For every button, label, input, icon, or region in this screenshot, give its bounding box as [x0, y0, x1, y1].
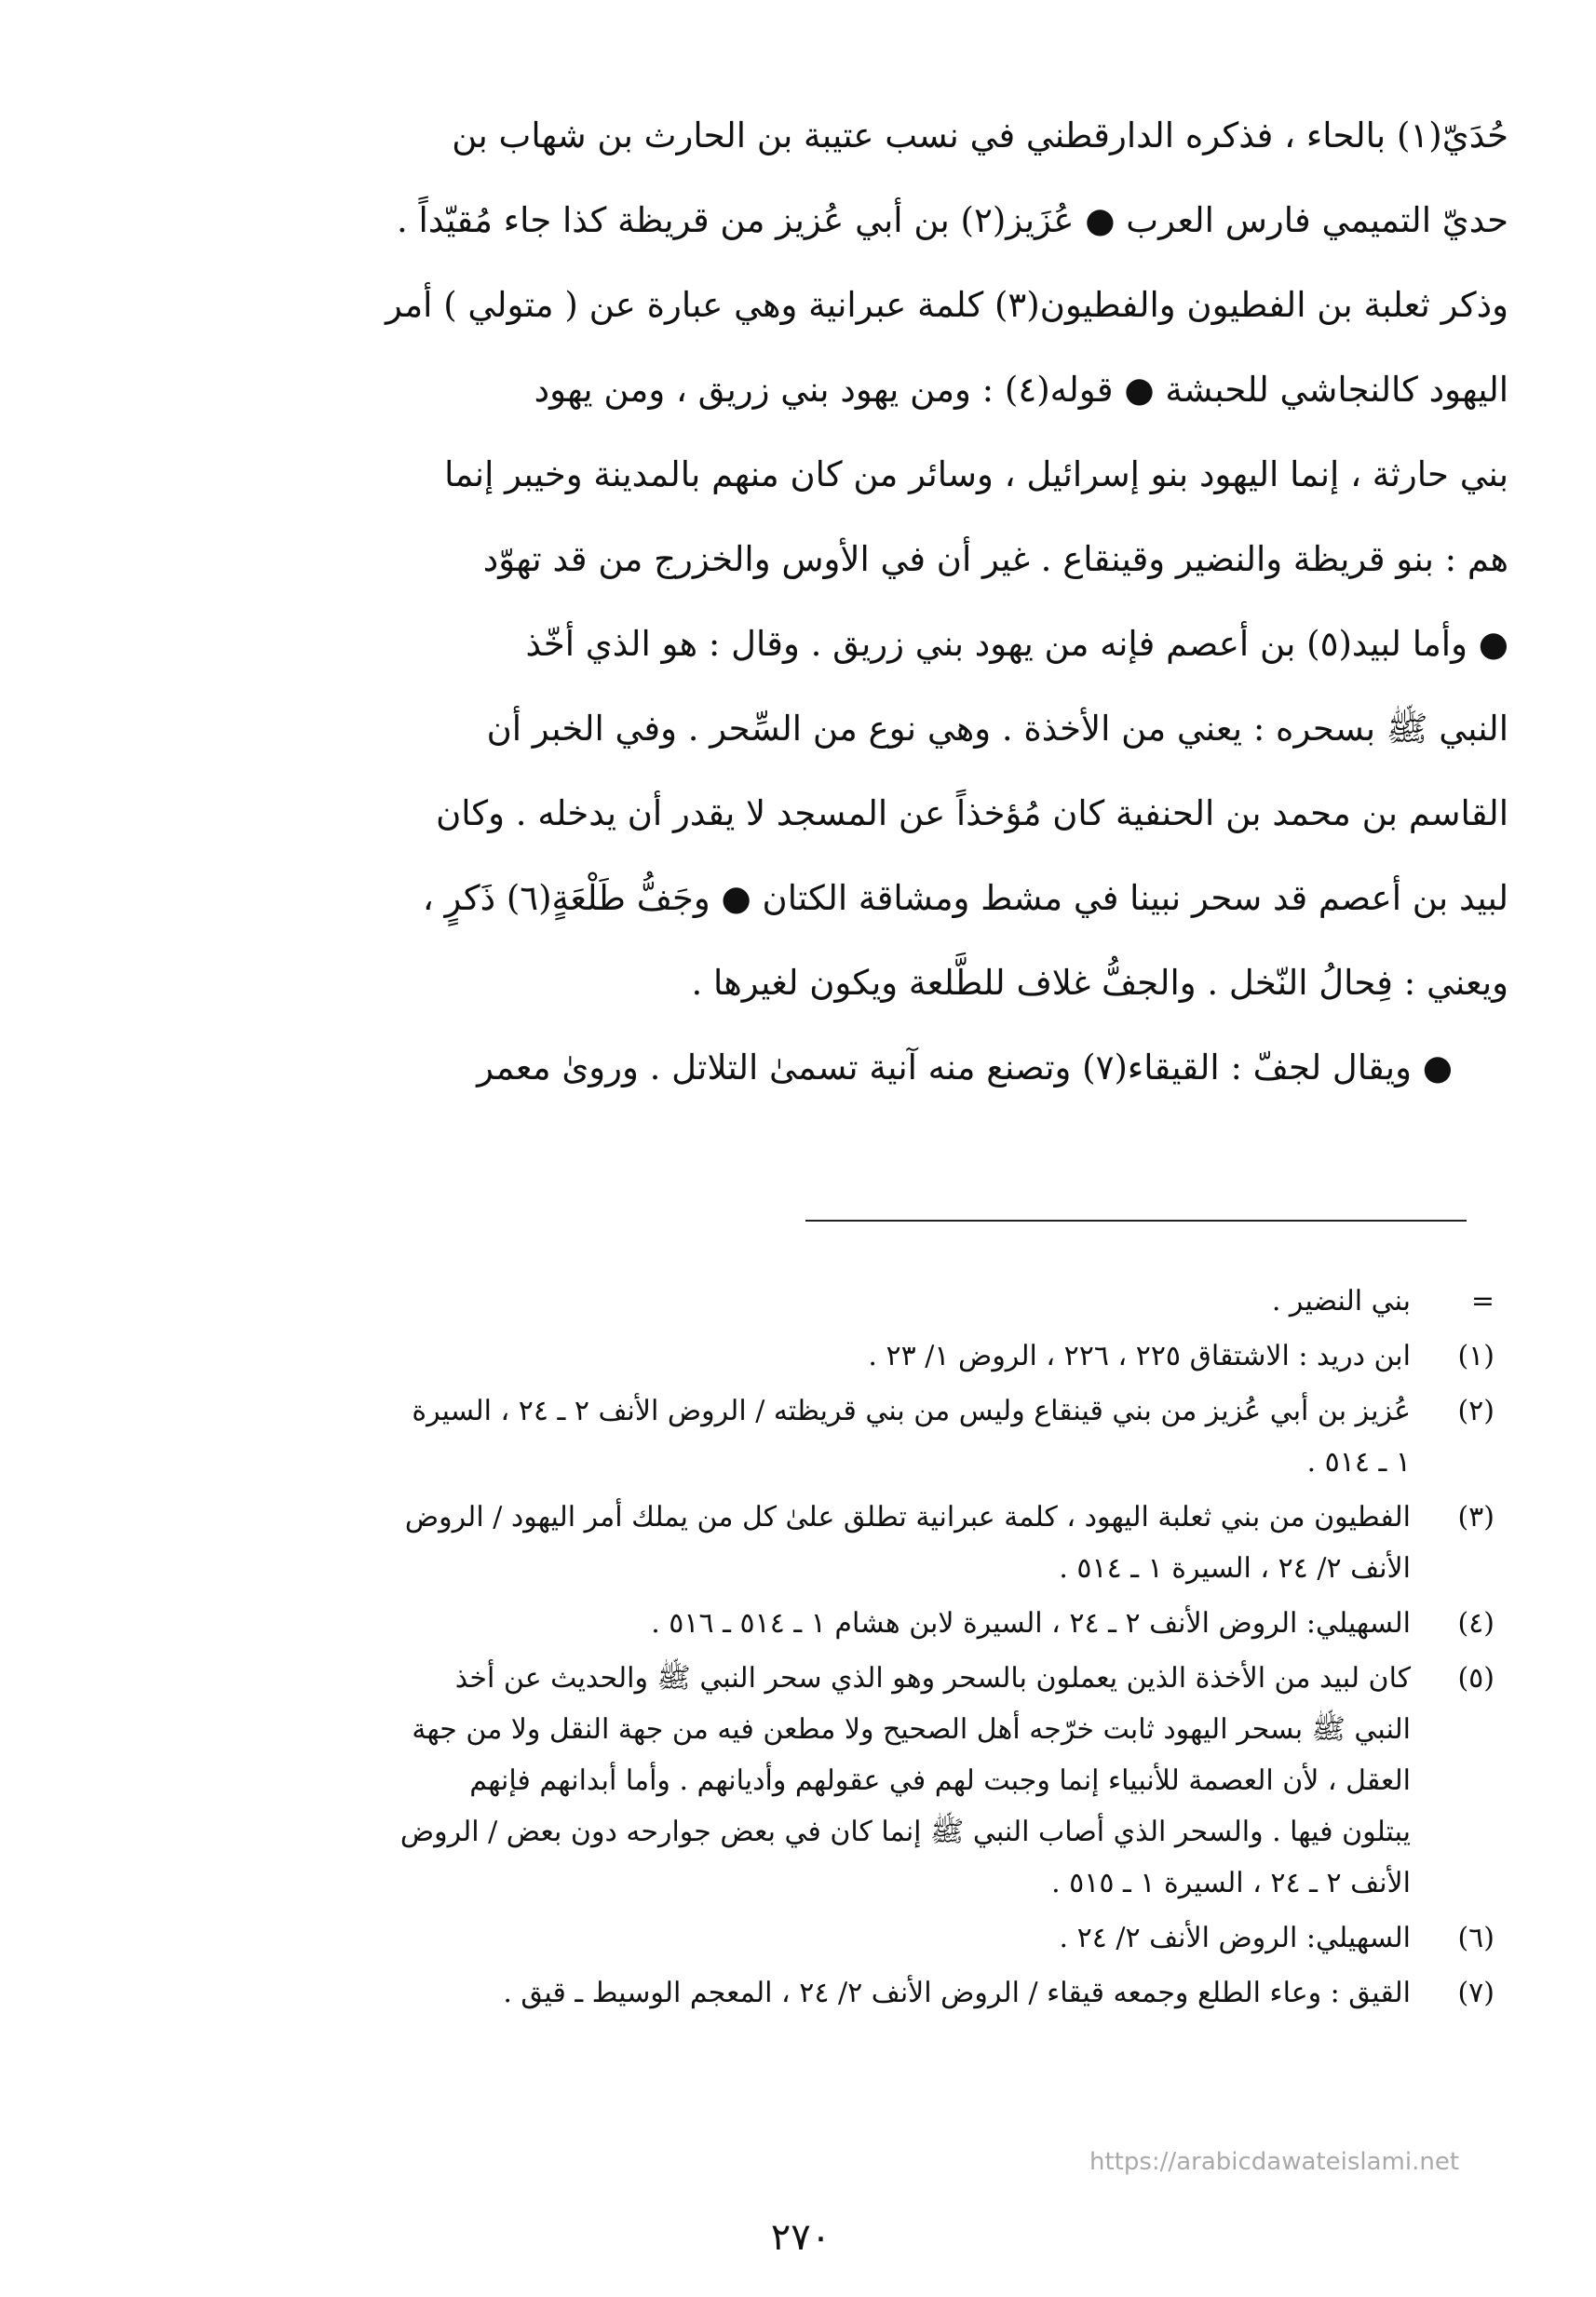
- footnote-line: كان لبيد من الأخذة الذين يعملون بالسحر وهو الذي سحر النبي ﷺ والحديث عن أخذ: [454, 1662, 1411, 1695]
- page-number: ٢٧٠: [770, 2216, 832, 2259]
- footnote-7: [88, 1967, 1495, 2019]
- footnote-line: الأنف ٢/ ٢٤ ، السيرة ١ ـ ٥١٤ .: [1059, 1552, 1411, 1585]
- text-line: بني حارثة ، إنما اليهود بنو إسرائيل ، وسائر من كان منهم بالمدينة وخيبر إنما: [444, 454, 1508, 494]
- footnote-separator: [805, 1220, 1467, 1222]
- footnotes: [88, 1276, 1495, 2022]
- footnote-line: العقل ، لأن العصمة للأنبياء إنما وجبت لهم في عقولهم وأديانهم . وأما أبدانهم فإنهم: [469, 1764, 1411, 1797]
- footnote-line: السهيلي: الروض الأنف ٢ ـ ٢٤ ، السيرة لابن هشام ١ ـ ٥١٤ ـ ٥١٦ .: [651, 1607, 1411, 1640]
- text-line: هم : بنو قريظة والنضير وقينقاع . غير أن في الأوس والخزرج من قد تهوّد: [482, 539, 1508, 579]
- text-line: النبي ﷺ بسحره : يعني من الأخذة . وهي نوع من السِّحر . وفي الخبر أن: [486, 709, 1508, 749]
- footnote-5: [88, 1653, 1495, 1909]
- watermark-url: https://arabicdawateislami.net: [1089, 2148, 1460, 2176]
- footnote-number: (٤): [1457, 1607, 1495, 1640]
- footnote-line: الأنف ٢ ـ ٢٤ ، السيرة ١ ـ ٥١٥ .: [1051, 1867, 1411, 1899]
- footnote-line: ١ ـ ٥١٤ .: [1306, 1446, 1411, 1479]
- text-line: ويعني : فِحالُ النّخل . والجفُّ غلاف للطَّلعة ويكون لغيرها .: [691, 963, 1508, 1003]
- text-line: لبيد بن أعصم قد سحر نبينا في مشط ومشاقة الكتان ● وجَفُّ طَلْعَةٍ(٦) ذَكرٍ ،: [422, 878, 1508, 918]
- footnote-line: ابن دريد : الاشتقاق ٢٢٥ ، ٢٢٦ ، الروض ١/ ٢٣ .: [868, 1340, 1411, 1372]
- footnote-4: [88, 1598, 1495, 1649]
- text-line: حديّ التميمي فارس العرب ● عُزَيز(٢) بن أبي عُزيز من قريظة كذا جاء مُقيّداً .: [397, 200, 1508, 240]
- text-line: القاسم بن محمد بن الحنفية كان مُؤخذاً عن المسجد لا يقدر أن يدخله . وكان: [436, 793, 1508, 833]
- footnote-line: السهيلي: الروض الأنف ٢/ ٢٤ .: [1059, 1922, 1411, 1954]
- footnote-2: [88, 1385, 1495, 1488]
- text-line: حُدَيّ(١) بالحاء ، فذكره الدارقطني في نسب عتيبة بن الحارث بن شهاب بن: [452, 115, 1508, 155]
- footnote-number: (٧): [1457, 1977, 1495, 2009]
- footnote-3: [88, 1492, 1495, 1594]
- main-text: [93, 93, 1508, 1110]
- footnote-number: (٣): [1457, 1501, 1495, 1534]
- footnote-number: (٦): [1457, 1922, 1495, 1954]
- continuation-text: بني النضير .: [1271, 1285, 1411, 1317]
- footnote-number: (١): [1457, 1340, 1495, 1372]
- footnote-line: يبتلون فيها . والسحر الذي أصاب النبي ﷺ إنما كان في بعض جوارحه دون بعض / الروض: [399, 1816, 1411, 1848]
- footnote-line: القيق : وعاء الطلع وجمعه قيقاء / الروض الأنف ٢/ ٢٤ ، المعجم الوسيط ـ قيق .: [503, 1977, 1411, 2009]
- footnote-6: [88, 1912, 1495, 1964]
- continuation-mark: =: [1470, 1285, 1495, 1317]
- footnote-continuation: [88, 1276, 1495, 1327]
- footnote-line: الفطيون من بني ثعلبة اليهود ، كلمة عبرانية تطلق علىٰ كل من يملك أمر اليهود / الروض: [404, 1501, 1411, 1534]
- text-line: اليهود كالنجاشي للحبشة ● قوله(٤) : ومن يهود بني زريق ، ومن يهود: [534, 370, 1508, 410]
- footnote-1: [88, 1331, 1495, 1382]
- text-line: وذكر ثعلبة بن الفطيون والفطيون(٣) كلمة عبرانية وهي عبارة عن ( متولي ) أمر: [385, 285, 1508, 325]
- text-line: ● ويقال لجفّ : القيقاء(٧) وتصنع منه آنية تسمىٰ التلاتل . وروىٰ معمر: [477, 1047, 1453, 1088]
- text-line: ● وأما لبيد(٥) بن أعصم فإنه من يهود بني زريق . وقال : هو الذي أخّذ: [525, 624, 1508, 664]
- footnote-number: (٢): [1457, 1395, 1495, 1427]
- footnote-line: النبي ﷺ بسحر اليهود ثابت خرّجه أهل الصحيح ولا مطعن فيه من جهة النقل ولا من جهة: [412, 1713, 1411, 1746]
- footnote-line: عُزيز بن أبي عُزيز من بني قينقاع وليس من بني قريظته / الروض الأنف ٢ ـ ٢٤ ، السيرة: [412, 1395, 1411, 1427]
- footnote-number: (٥): [1457, 1662, 1495, 1695]
